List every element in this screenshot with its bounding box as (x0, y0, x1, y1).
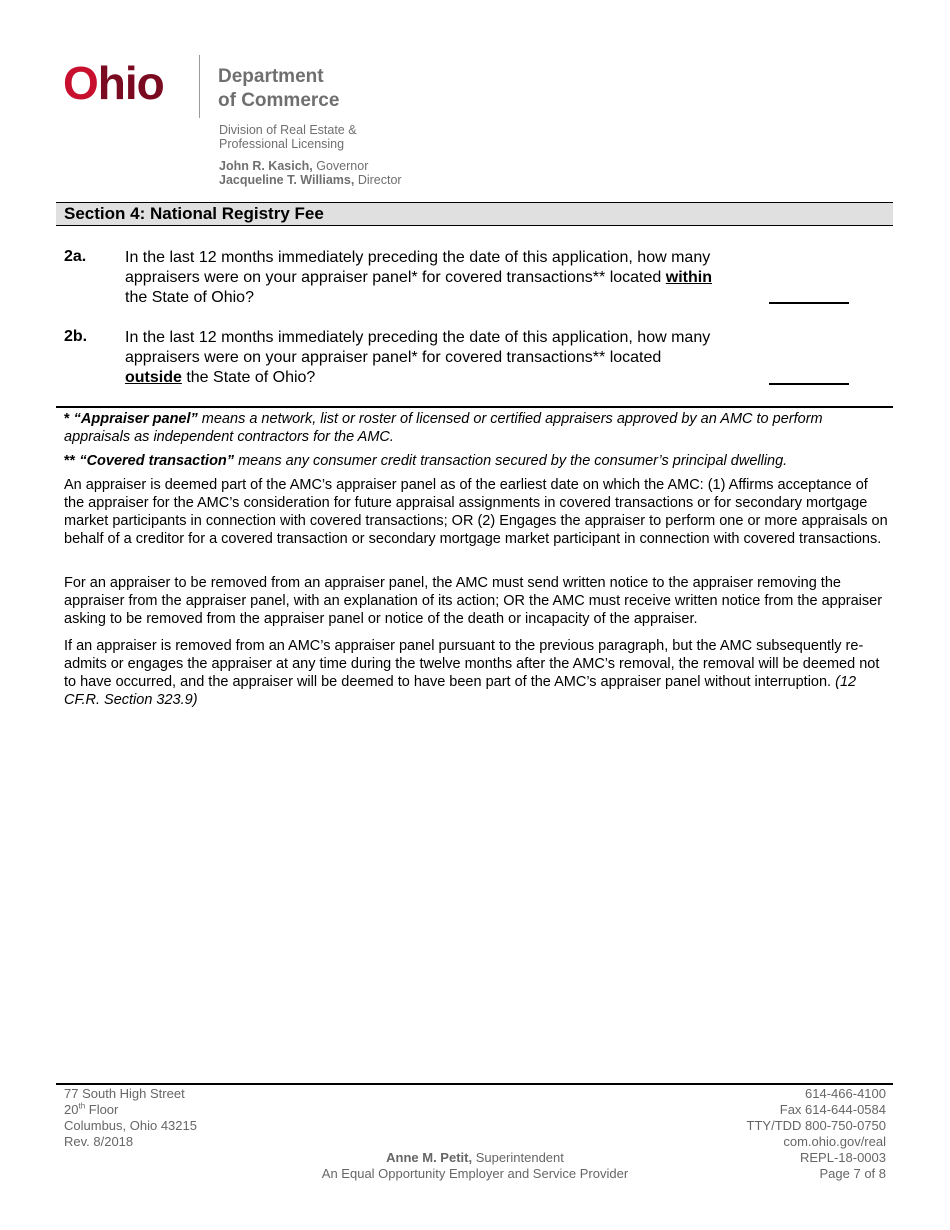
question-2a-emphasis: within (665, 269, 712, 286)
footer-center (270, 1150, 680, 1182)
footer-floor-number: 20 (64, 1102, 79, 1117)
question-2a-line-2 (125, 268, 765, 288)
director-name: Jacqueline T. Williams, (219, 173, 355, 187)
question-2b-emphasis: outside (125, 369, 182, 386)
definition-panel-term: “Appraiser panel” (73, 411, 198, 427)
question-2b-line-3-text: the State of Ohio? (181, 369, 316, 386)
superintendent-title: Superintendent (472, 1150, 564, 1165)
definition-appraiser-panel (64, 410, 889, 446)
superintendent-name: Anne M. Petit, (386, 1150, 473, 1165)
question-2b-line-3 (125, 368, 765, 388)
director-line (219, 173, 402, 187)
question-2b-answer-field[interactable] (769, 383, 849, 385)
department-name (218, 65, 339, 113)
question-2a-line-3: the State of Ohio? (125, 289, 254, 306)
footer-eeo: An Equal Opportunity Employer and Service Provider (321, 1166, 629, 1181)
division-line-1: Division of Real Estate & (219, 123, 357, 137)
footer-tty: TTY/TDD 800-750-0750 (746, 1118, 886, 1133)
definition-panel-text: means a network, list or roster of licensed or certified appraisers approved by an AMC to perform appraisals as independent contractors for the AMC. (64, 411, 823, 445)
footer-floor-text: Floor (85, 1102, 119, 1117)
footer-form-id: REPL-18-0003 (800, 1150, 886, 1165)
footer-website[interactable]: com.ohio.gov/real (783, 1134, 886, 1149)
question-2b-line-1: In the last 12 months immediately preceding the date of this application, how many (125, 329, 711, 346)
definition-covered-transaction (64, 452, 889, 470)
footer-phone: 614-466-4100 (805, 1086, 886, 1101)
paragraph-citation: (12 CF.R. Section 323.9) (64, 674, 857, 708)
footer-contact (747, 1086, 886, 1182)
footer-floor (64, 1102, 197, 1118)
division-line-2: Professional Licensing (219, 137, 345, 151)
paragraph-readmission (64, 637, 889, 709)
footer-city: Columbus, Ohio 43215 (64, 1118, 197, 1133)
logo-divider (199, 55, 200, 118)
section-title: Section 4: National Registry Fee (64, 204, 324, 223)
definition-covered-marker: ** (64, 453, 80, 469)
definition-panel-marker: * (64, 411, 74, 427)
definition-covered-term: “Covered transaction” (79, 453, 235, 469)
footer-floor-suffix: th (78, 1101, 86, 1111)
paragraph-panel-removal: For an appraiser to be removed from an appraiser panel, the AMC must send written notice to the appraiser removing the appraiser from the appraiser panel, with an explanation of its action; OR the AMC must receive written notice from the appraiser asking to be removed from the appraiser panel or notice of the death or incapacity of the appraiser. (64, 575, 883, 627)
question-2b-text (125, 328, 765, 388)
division-name (219, 123, 357, 151)
logo-o: O (63, 57, 98, 109)
officials (219, 159, 402, 187)
question-2b-line-2: appraisers were on your appraiser panel* for covered transactions** located (125, 349, 662, 366)
department-line-1: Department (218, 66, 324, 87)
paragraph-panel-membership: An appraiser is deemed part of the AMC’s appraiser panel as of the earliest date on which the AMC: (1) Affirms acceptance of the appraiser for the AMC’s consideration for future appraisal assignments in covered transactions or for secondary mortgage market participants in connection with covered transactions; OR (2) Engages the appraiser to perform one or more appraisals on behalf of a creditor for a covered transaction or secondary mortgage market participant in connection with covered transactions. (64, 477, 888, 547)
definition-covered-text: means any consumer credit transaction secured by the consumer’s principal dwelling. (234, 453, 788, 469)
logo-rest: hio (97, 57, 164, 109)
ohio-logo (63, 57, 164, 109)
question-2b-number: 2b. (64, 328, 88, 345)
question-2a-answer-field[interactable] (769, 302, 849, 304)
question-2a-line-2-text: appraisers were on your appraiser panel* for covered transactions** located (125, 269, 666, 286)
question-2a-line-1: In the last 12 months immediately preceding the date of this application, how many (125, 249, 711, 266)
department-line-2: of Commerce (218, 90, 340, 111)
question-2a-number: 2a. (64, 248, 87, 265)
footer-revision: Rev. 8/2018 (64, 1134, 134, 1149)
footer-divider (56, 1083, 893, 1085)
footer-fax: Fax 614-644-0584 (779, 1102, 886, 1117)
footer-street: 77 South High Street (64, 1086, 185, 1101)
director-title: Director (354, 173, 402, 187)
footer-superintendent (270, 1150, 680, 1166)
governor-line (219, 159, 402, 173)
governor-title: Governor (312, 159, 369, 173)
governor-name: John R. Kasich, (219, 159, 313, 173)
paragraph-readmission-text: If an appraiser is removed from an AMC’s appraiser panel pursuant to the previous paragraph, but the AMC subsequently re-admits or engages the appraiser at any time during the twelve months after the AMC’s removal, the removal will be deemed not to have occurred, and the appraiser will be deemed to have been part of the AMC’s appraiser panel without interruption. (64, 638, 880, 690)
footer-address (64, 1086, 197, 1150)
definitions-divider (56, 406, 893, 408)
footer-page-number: Page 7 of 8 (819, 1166, 886, 1181)
question-2a-text (125, 248, 765, 308)
